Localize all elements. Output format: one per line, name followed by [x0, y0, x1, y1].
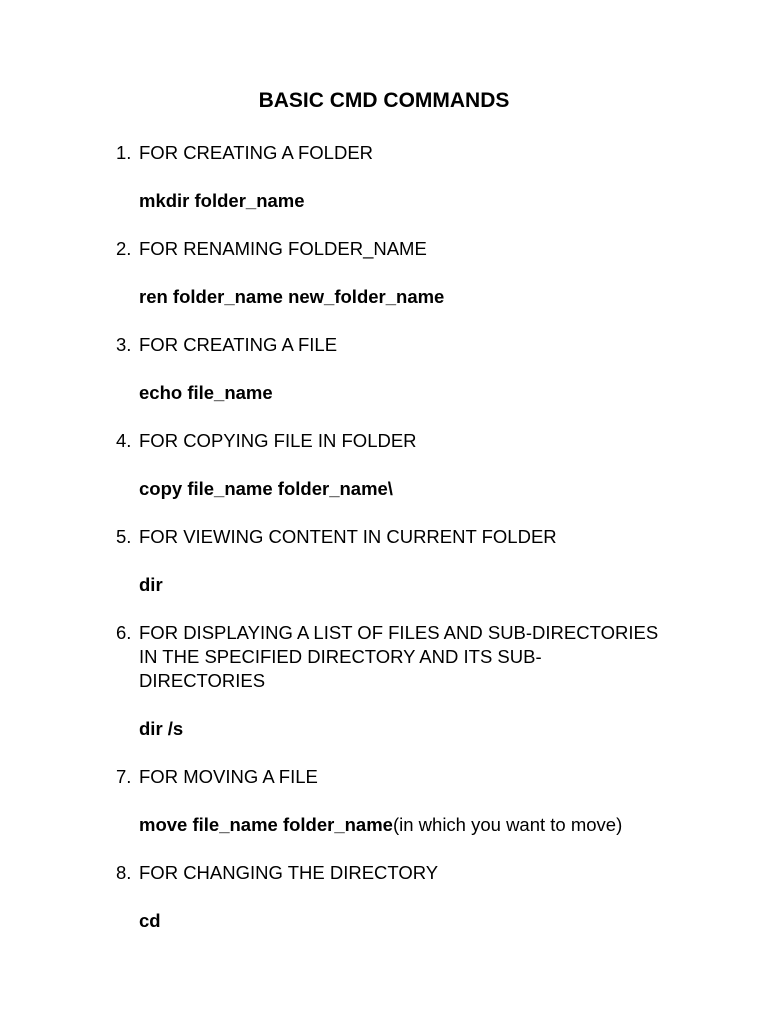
- item-number: 6.: [116, 622, 132, 643]
- list-item: [0, 429, 768, 501]
- list-item: [0, 525, 768, 597]
- item-command: [0, 909, 768, 933]
- item-heading: FOR VIEWING CONTENT IN CURRENT FOLDER: [139, 526, 557, 547]
- command-list: [0, 141, 768, 957]
- list-item: [0, 861, 768, 933]
- item-number: 3.: [116, 334, 132, 355]
- document-title: BASIC CMD COMMANDS: [258, 89, 510, 112]
- list-item: [0, 141, 768, 213]
- command-note: (in which you want to move): [392, 814, 623, 835]
- item-heading: FOR CREATING A FILE: [139, 334, 338, 355]
- item-number: 1.: [116, 142, 132, 163]
- item-command: [0, 477, 768, 501]
- command-text: mkdir folder_name: [139, 190, 305, 211]
- item-heading: FOR CHANGING THE DIRECTORY: [139, 862, 439, 883]
- item-command: [0, 285, 768, 309]
- item-heading: FOR COPYING FILE IN FOLDER: [139, 430, 417, 451]
- item-command: [0, 813, 768, 837]
- command-text: cd: [139, 910, 161, 931]
- item-number: 7.: [116, 766, 132, 787]
- item-command: [0, 573, 768, 597]
- item-heading: FOR DISPLAYING A LIST OF FILES AND SUB-DIRECTORIES IN THE SPECIFIED DIRECTORY AND ITS SUB-DIRECTORIES: [139, 622, 659, 691]
- command-text: copy file_name folder_name\: [139, 478, 393, 499]
- list-item: [0, 237, 768, 309]
- item-heading: FOR CREATING A FOLDER: [139, 142, 374, 163]
- item-heading: FOR MOVING A FILE: [139, 766, 318, 787]
- item-command: [0, 381, 768, 405]
- item-number: 4.: [116, 430, 132, 451]
- command-text: echo file_name: [139, 382, 273, 403]
- list-item: [0, 765, 768, 837]
- item-command: [0, 189, 768, 213]
- item-number: 5.: [116, 526, 132, 547]
- command-text: dir: [139, 574, 163, 595]
- list-item: [0, 621, 768, 741]
- command-text: ren folder_name new_folder_name: [139, 286, 445, 307]
- item-number: 2.: [116, 238, 132, 259]
- list-item: [0, 333, 768, 405]
- command-text: move file_name folder_name: [139, 814, 393, 835]
- item-command: [0, 717, 768, 741]
- item-number: 8.: [116, 862, 132, 883]
- item-heading: FOR RENAMING FOLDER_NAME: [139, 238, 427, 259]
- command-text: dir /s: [139, 718, 184, 739]
